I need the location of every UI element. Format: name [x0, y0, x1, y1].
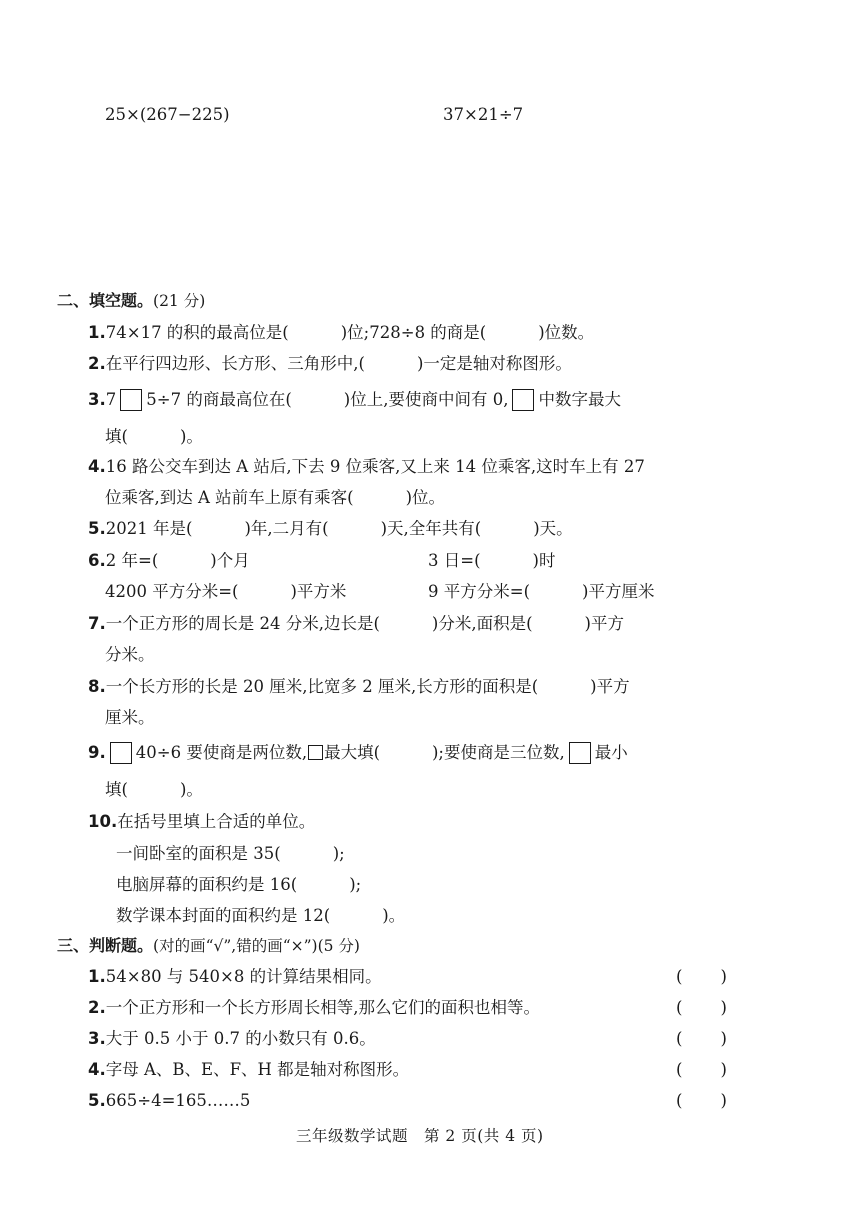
question-number: 5.: [88, 1091, 106, 1110]
question-text: 填(: [105, 780, 128, 799]
question-text: )时: [532, 551, 556, 570]
question-number: 3.: [88, 390, 106, 409]
question-number: 1.: [88, 323, 106, 342]
page-footer: 三年级数学试题 第 2 页(共 4 页): [296, 1127, 544, 1145]
question-number: 4.: [88, 457, 106, 476]
question-2-5: [88, 518, 573, 540]
question-2-8: [88, 676, 630, 698]
question-text: 大于 0.5 小于 0.7 的小数只有 0.6。: [105, 1029, 376, 1048]
question-text: )天,全年共有(: [380, 519, 482, 538]
question-text: )个月: [210, 551, 250, 570]
question-text: 中数字最大: [538, 390, 621, 409]
judge-item-1: [88, 966, 382, 988]
judge-item-4: [88, 1059, 409, 1081]
question-text: )位上,要使商中间有 0,: [343, 390, 509, 409]
question-text: 54×80 与 540×8 的计算结果相同。: [105, 967, 382, 986]
question-text: 电脑屏幕的面积约是 16(: [116, 875, 298, 894]
question-number: 8.: [88, 677, 106, 696]
digit-box[interactable]: [120, 389, 142, 411]
question-2-7-cont: [105, 644, 155, 666]
question-2-9-cont: [105, 779, 203, 801]
digit-box: [512, 389, 534, 411]
question-text: )分米,面积是(: [431, 614, 533, 633]
question-2-6: [88, 550, 250, 572]
question-number: 5.: [88, 519, 106, 538]
question-text: )位数。: [538, 323, 595, 342]
question-text: )一定是轴对称图形。: [416, 354, 572, 373]
calc-expression-1: 25×(267−225): [105, 105, 230, 124]
question-text: );要使商是三位数,: [432, 743, 565, 762]
question-2-6-b: [428, 550, 555, 572]
section-3-score: (对的画“√”,错的画“×”)(5 分): [153, 937, 360, 955]
question-text: )。: [382, 906, 406, 925]
digit-box-small: [308, 745, 323, 760]
judge-answer-5[interactable]: ( ): [676, 1091, 727, 1110]
question-2-10-line1: [116, 843, 345, 865]
question-2-2: [88, 353, 572, 375]
judge-answer-4[interactable]: ( ): [676, 1060, 727, 1079]
question-text: 2 年=(: [105, 551, 159, 570]
question-2-4: [88, 456, 645, 478]
question-text: 2021 年是(: [105, 519, 193, 538]
judge-answer-3[interactable]: ( ): [676, 1029, 727, 1048]
question-text: );: [349, 875, 362, 894]
question-number: 9.: [88, 743, 106, 762]
question-text: 74×17 的积的最高位是(: [105, 323, 289, 342]
question-text: 9 平方分米=(: [428, 582, 531, 601]
question-text: 最小: [594, 743, 628, 762]
judge-item-5: [88, 1090, 250, 1112]
question-text: )位。: [405, 488, 446, 507]
question-2-10-line3: [116, 905, 405, 927]
question-text: )。: [179, 780, 203, 799]
question-text: 厘米。: [105, 708, 155, 727]
question-2-6-d: [428, 581, 654, 603]
question-text: 最大填(: [324, 743, 380, 762]
question-text: 位乘客,到达 A 站前车上原有乘客(: [105, 488, 354, 507]
question-text: 5÷7 的商最高位在(: [146, 390, 292, 409]
section-2-title: 二、填空题。: [57, 291, 154, 310]
question-text: )平方: [584, 614, 624, 633]
section-2-heading: [57, 290, 205, 312]
question-text: 一个长方形的长是 20 厘米,比宽多 2 厘米,长方形的面积是(: [105, 677, 539, 696]
question-text: )平方米: [290, 582, 347, 601]
judge-item-3: [88, 1028, 376, 1050]
section-3-title: 三、判断题。: [57, 936, 154, 955]
digit-box: [569, 742, 591, 764]
question-text: )天。: [533, 519, 573, 538]
question-2-6-c: [105, 581, 346, 603]
question-text: 字母 A、B、E、F、H 都是轴对称图形。: [105, 1060, 410, 1079]
question-2-3-cont: [105, 426, 203, 448]
question-text: )。: [179, 427, 203, 446]
question-text: 4200 平方分米=(: [105, 582, 239, 601]
calc-expression-2: 37×21÷7: [443, 105, 524, 124]
question-number: 2.: [88, 998, 106, 1017]
question-text: 665÷4=165……5: [105, 1091, 251, 1110]
question-number: 2.: [88, 354, 106, 373]
question-2-1: [88, 322, 594, 344]
question-text: 在平行四边形、长方形、三角形中,(: [105, 354, 365, 373]
question-number: 4.: [88, 1060, 106, 1079]
judge-item-2: [88, 997, 540, 1019]
question-number: 3.: [88, 1029, 106, 1048]
question-text: )位;728÷8 的商是(: [340, 323, 487, 342]
question-text: )平方厘米: [582, 582, 655, 601]
digit-box[interactable]: [110, 742, 132, 764]
question-text: 一个正方形的周长是 24 分米,边长是(: [105, 614, 380, 633]
question-text: 40÷6 要使商是两位数,: [135, 743, 308, 762]
question-text: 数学课本封面的面积约是 12(: [116, 906, 331, 925]
question-text: 7: [105, 390, 117, 409]
question-text: )年,二月有(: [244, 519, 329, 538]
question-2-10: [88, 811, 315, 833]
section-3-heading: [57, 935, 360, 957]
question-2-9: [88, 742, 628, 764]
question-number: 10.: [88, 812, 118, 831]
judge-answer-2[interactable]: ( ): [676, 998, 727, 1017]
question-number: 7.: [88, 614, 106, 633]
question-2-7: [88, 613, 624, 635]
judge-answer-1[interactable]: ( ): [676, 967, 727, 986]
question-text: 3 日=(: [428, 551, 481, 570]
question-2-10-line2: [116, 874, 361, 896]
question-text: );: [332, 844, 345, 863]
question-number: 6.: [88, 551, 106, 570]
question-text: 在括号里填上合适的单位。: [117, 812, 316, 831]
question-2-3: [88, 389, 621, 411]
question-number: 1.: [88, 967, 106, 986]
section-2-score: (21 分): [153, 292, 206, 310]
question-text: 一个正方形和一个长方形周长相等,那么它们的面积也相等。: [105, 998, 540, 1017]
question-2-8-cont: [105, 707, 155, 729]
question-text: 一间卧室的面积是 35(: [116, 844, 281, 863]
question-2-4-cont: [105, 487, 445, 509]
question-text: )平方: [590, 677, 630, 696]
question-text: 16 路公交车到达 A 站后,下去 9 位乘客,又上来 14 位乘客,这时车上有 27: [105, 457, 645, 476]
question-text: 填(: [105, 427, 128, 446]
question-text: 分米。: [105, 645, 155, 664]
